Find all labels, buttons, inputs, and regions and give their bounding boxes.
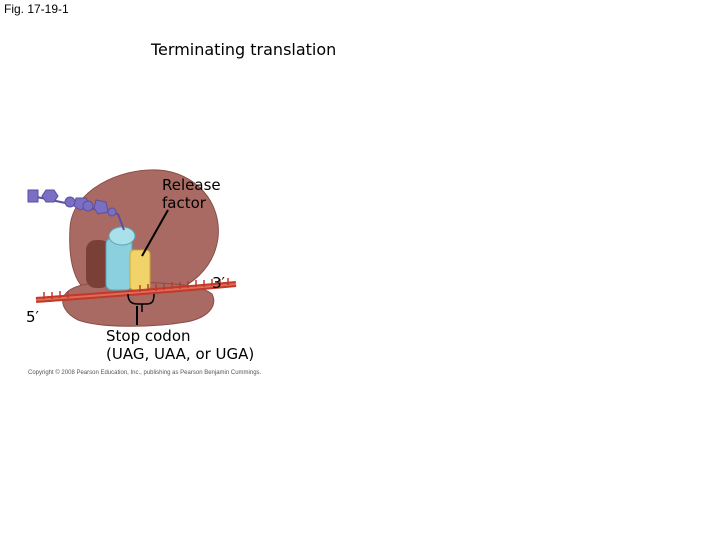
stop-codon-label-line2: (UAG, UAA, or UGA) (106, 345, 255, 363)
stop-codon-label-line1: Stop codon (106, 327, 191, 345)
release-factor-protein (130, 250, 150, 290)
release-factor-label-line2: factor (162, 194, 206, 212)
release-factor-label-line1: Release (162, 176, 221, 194)
diagram-title: Terminating translation (151, 40, 337, 59)
copyright-notice: Copyright © 2008 Pearson Education, Inc., publishing as Pearson Benjamin Cummings. (28, 370, 262, 376)
figure-number: Fig. 17-19-1 (4, 2, 69, 16)
five-prime-label: 5′ (26, 308, 39, 326)
three-prime-label: 3′ (212, 274, 225, 292)
